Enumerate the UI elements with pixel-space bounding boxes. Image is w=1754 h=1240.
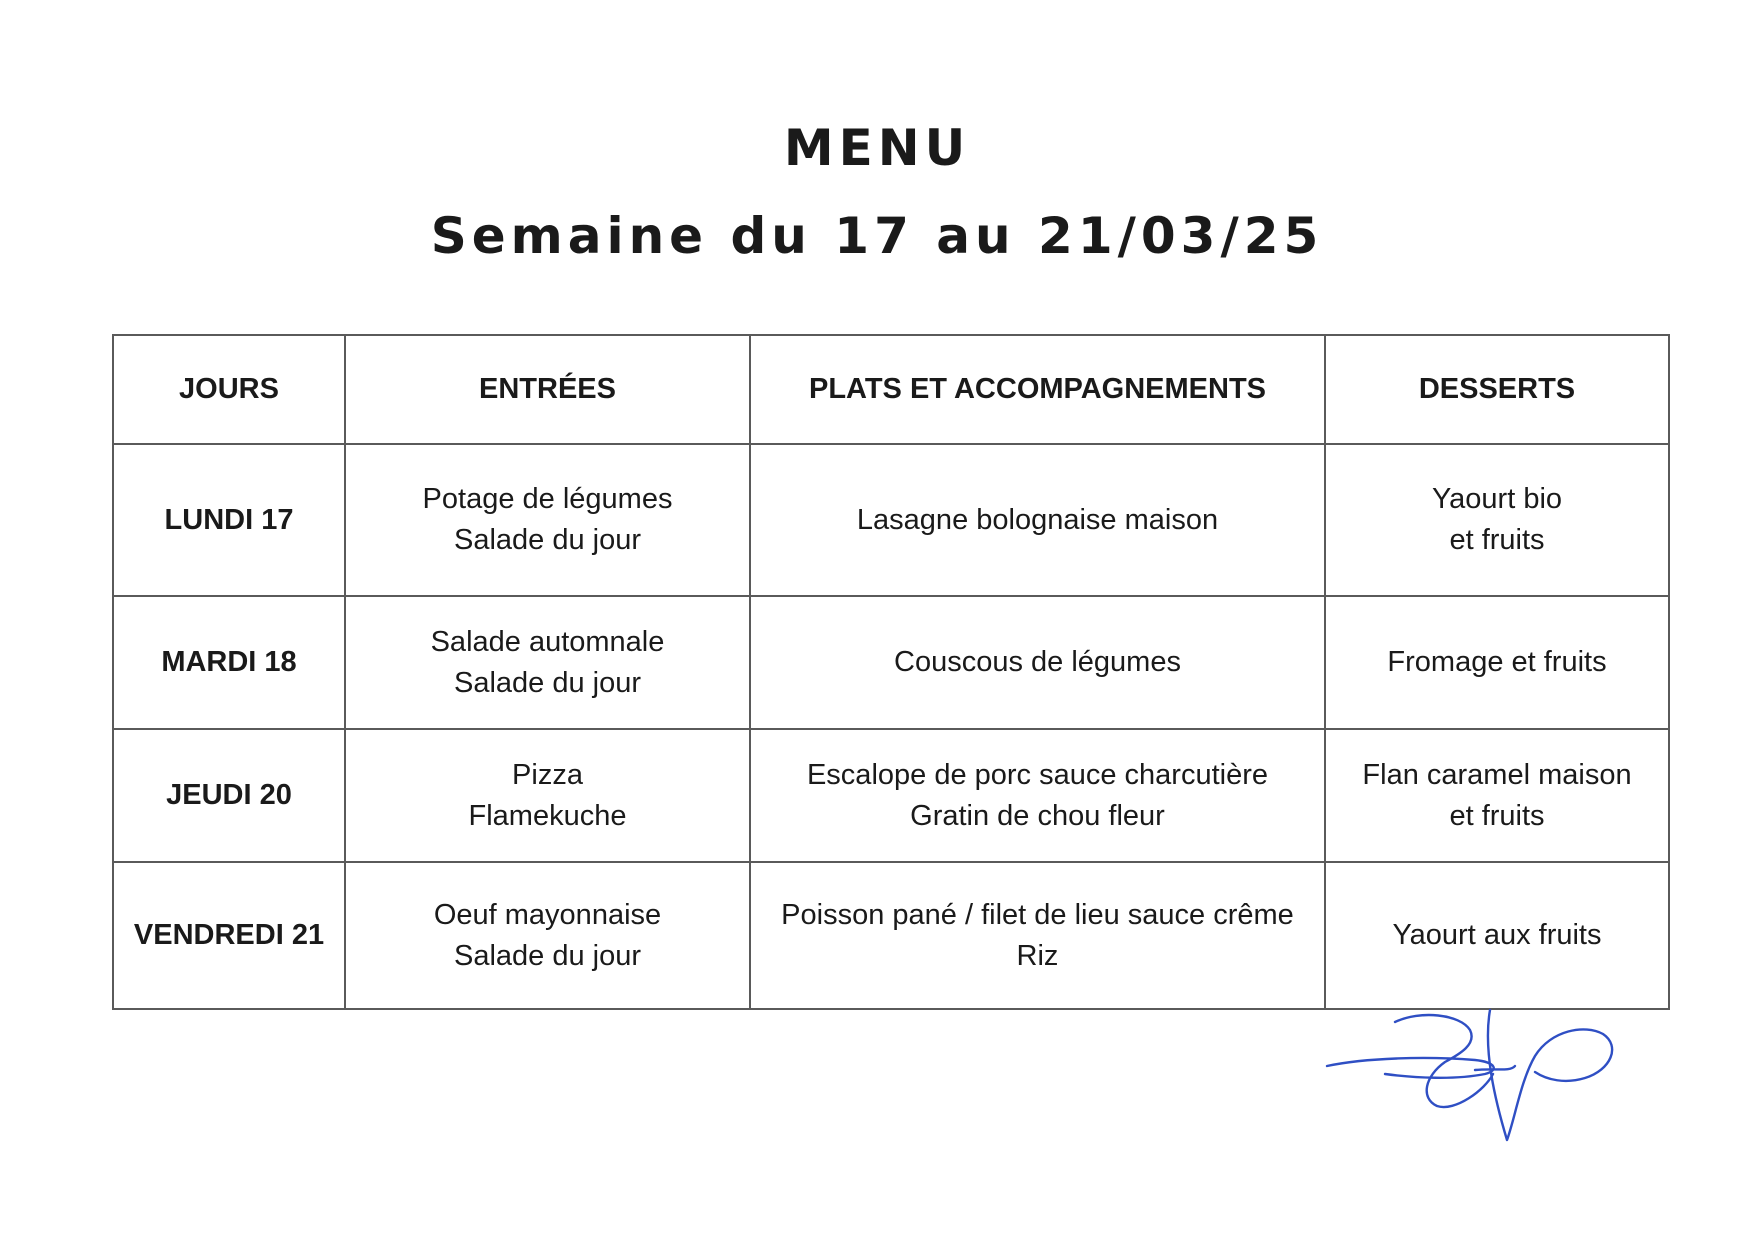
table-row [113,729,1669,862]
plats-cell [750,729,1325,862]
column-header-desserts: DESSERTS [1325,335,1669,444]
table-header-row [113,335,1669,444]
entrees-cell [345,862,750,1009]
page-title: MENU [783,119,971,177]
entree-item: Salade du jour [453,524,642,556]
plat-item: Escalope de porc sauce charcutière [806,758,1269,791]
signature-stroke [1327,1058,1494,1078]
desserts-cell [1325,444,1669,596]
dessert-item: et fruits [1449,524,1545,556]
table-row [113,596,1669,729]
day-cell: VENDREDI 21 [113,862,345,1009]
plat-item: Lasagne bolognaise maison [856,503,1219,536]
table-row [113,862,1669,1009]
desserts-cell [1325,729,1669,862]
entree-item: Salade du jour [453,939,642,972]
plat-item: Gratin de chou fleur [910,799,1165,832]
signature-stroke [1488,1010,1612,1140]
desserts-cell [1325,862,1669,1009]
signature-stroke [1475,1066,1515,1070]
entrees-cell [345,596,750,729]
plats-cell [750,596,1325,729]
column-header-entrees: ENTRÉES [345,335,750,444]
dessert-item: et fruits [1449,799,1545,832]
dessert-item: Yaourt bio [1431,483,1563,515]
dessert-item: Flan caramel maison [1362,758,1632,791]
entree-item: Salade automnale [430,625,665,658]
day-cell: LUNDI 17 [113,444,345,596]
day-cell: MARDI 18 [113,596,345,729]
entrees-cell [345,444,750,596]
plats-cell [750,862,1325,1009]
plats-cell [750,444,1325,596]
entree-item: Potage de légumes [422,483,673,515]
dessert-item: Yaourt aux fruits [1392,919,1602,951]
day-cell: JEUDI 20 [113,729,345,862]
desserts-cell [1325,596,1669,729]
week-subtitle: Semaine du 17 au 21/03/25 [430,207,1324,265]
column-header-plats: PLATS ET ACCOMPAGNEMENTS [750,335,1325,444]
title-block [0,118,1754,266]
plat-item: Poisson pané / filet de lieu sauce crême [781,898,1294,931]
entree-item: Flamekuche [468,799,627,832]
plat-item: Couscous de légumes [894,646,1181,678]
entree-item: Pizza [512,758,583,791]
table-row [113,444,1669,596]
entree-item: Oeuf mayonnaise [433,898,662,931]
dessert-item: Fromage et fruits [1387,646,1607,678]
menu-table [112,334,1670,1010]
column-header-jours: JOURS [113,335,345,444]
plat-item: Riz [1016,939,1059,972]
signature [1325,1000,1625,1160]
entree-item: Salade du jour [453,666,642,699]
entrees-cell [345,729,750,862]
